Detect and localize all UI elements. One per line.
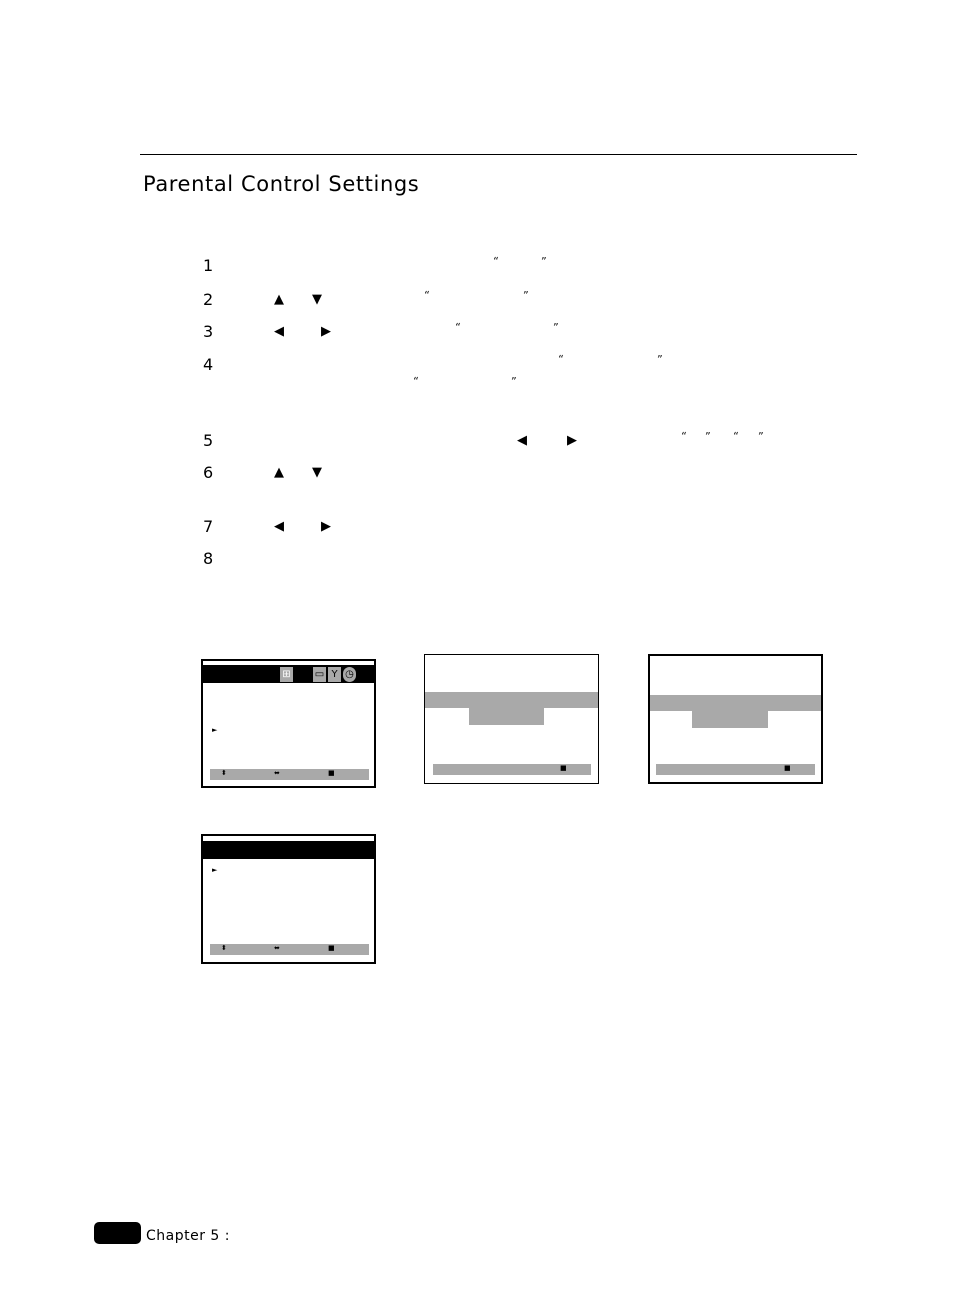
step-5-open-quote-2: “ [733, 430, 739, 443]
step-4-open-quote: “ [558, 353, 564, 366]
step-5-open-quote: “ [681, 430, 687, 443]
step-2-number: 2 [203, 290, 214, 309]
page-title: Parental Control Settings [143, 172, 420, 196]
step-6-number: 6 [203, 463, 214, 482]
step-4-open-quote-2: “ [413, 375, 419, 388]
osd-parental-menu [201, 834, 376, 964]
updown-icon: ⬍ [221, 944, 227, 952]
step-4-close-quote: ” [657, 353, 663, 366]
osd-confirm-screen [648, 654, 823, 784]
right-arrow-icon: ▶ [321, 519, 331, 534]
leftright-icon: ⬌ [274, 944, 280, 952]
step-3-close-quote: ” [553, 321, 559, 334]
osd-menu-header-bar [203, 841, 374, 859]
up-arrow-icon: ▲ [274, 465, 284, 480]
left-arrow-icon: ◀ [274, 519, 284, 534]
osd-setup-menu [201, 659, 376, 788]
setup-tab-icon: ⊞ [280, 667, 293, 682]
left-arrow-icon: ◀ [517, 433, 527, 448]
step-7-number: 7 [203, 517, 214, 536]
step-5-close-quote-2: ” [758, 430, 764, 443]
updown-icon: ⬍ [221, 769, 227, 777]
stop-icon: ■ [328, 944, 335, 952]
up-arrow-icon: ▲ [274, 292, 284, 307]
step-3-number: 3 [203, 322, 214, 341]
osd-password-field [469, 708, 544, 725]
down-arrow-icon: ▼ [312, 292, 322, 307]
step-3-open-quote: “ [455, 321, 461, 334]
stop-icon: ■ [560, 764, 567, 772]
menu-cursor-icon: ► [212, 866, 218, 874]
osd-highlight-row [425, 692, 598, 708]
stop-icon: ■ [328, 769, 335, 777]
header-rule [140, 154, 857, 155]
step-4-number: 4 [203, 355, 214, 374]
osd-footer-bar [433, 764, 591, 775]
antenna-tab-icon: Y [328, 667, 341, 682]
step-5-number: 5 [203, 431, 214, 450]
step-1-close-quote: ” [541, 255, 547, 268]
step-1-number: 1 [203, 256, 214, 275]
menu-cursor-icon: ► [212, 726, 218, 734]
step-2-close-quote: ” [523, 289, 529, 302]
step-1-open-quote: “ [493, 255, 499, 268]
osd-footer-bar [210, 769, 369, 780]
clock-tab-icon: ◷ [343, 667, 356, 682]
tv-tab-icon: ▭ [314, 669, 325, 680]
left-arrow-icon: ◀ [274, 324, 284, 339]
step-8-number: 8 [203, 549, 214, 568]
chapter-label: Chapter 5 : [146, 1228, 230, 1244]
right-arrow-icon: ▶ [321, 324, 331, 339]
step-5-close-quote: ” [705, 430, 711, 443]
osd-password-screen [424, 654, 599, 784]
osd-highlight-row [650, 695, 821, 711]
down-arrow-icon: ▼ [312, 465, 322, 480]
right-arrow-icon: ▶ [567, 433, 577, 448]
stop-icon: ■ [784, 764, 791, 772]
page-number-tab [94, 1222, 141, 1244]
step-4-close-quote-2: ” [511, 375, 517, 388]
osd-footer-bar [656, 764, 815, 775]
step-2-open-quote: “ [424, 289, 430, 302]
leftright-icon: ⬌ [274, 769, 280, 777]
osd-footer-bar [210, 944, 369, 955]
osd-password-field [692, 711, 768, 728]
